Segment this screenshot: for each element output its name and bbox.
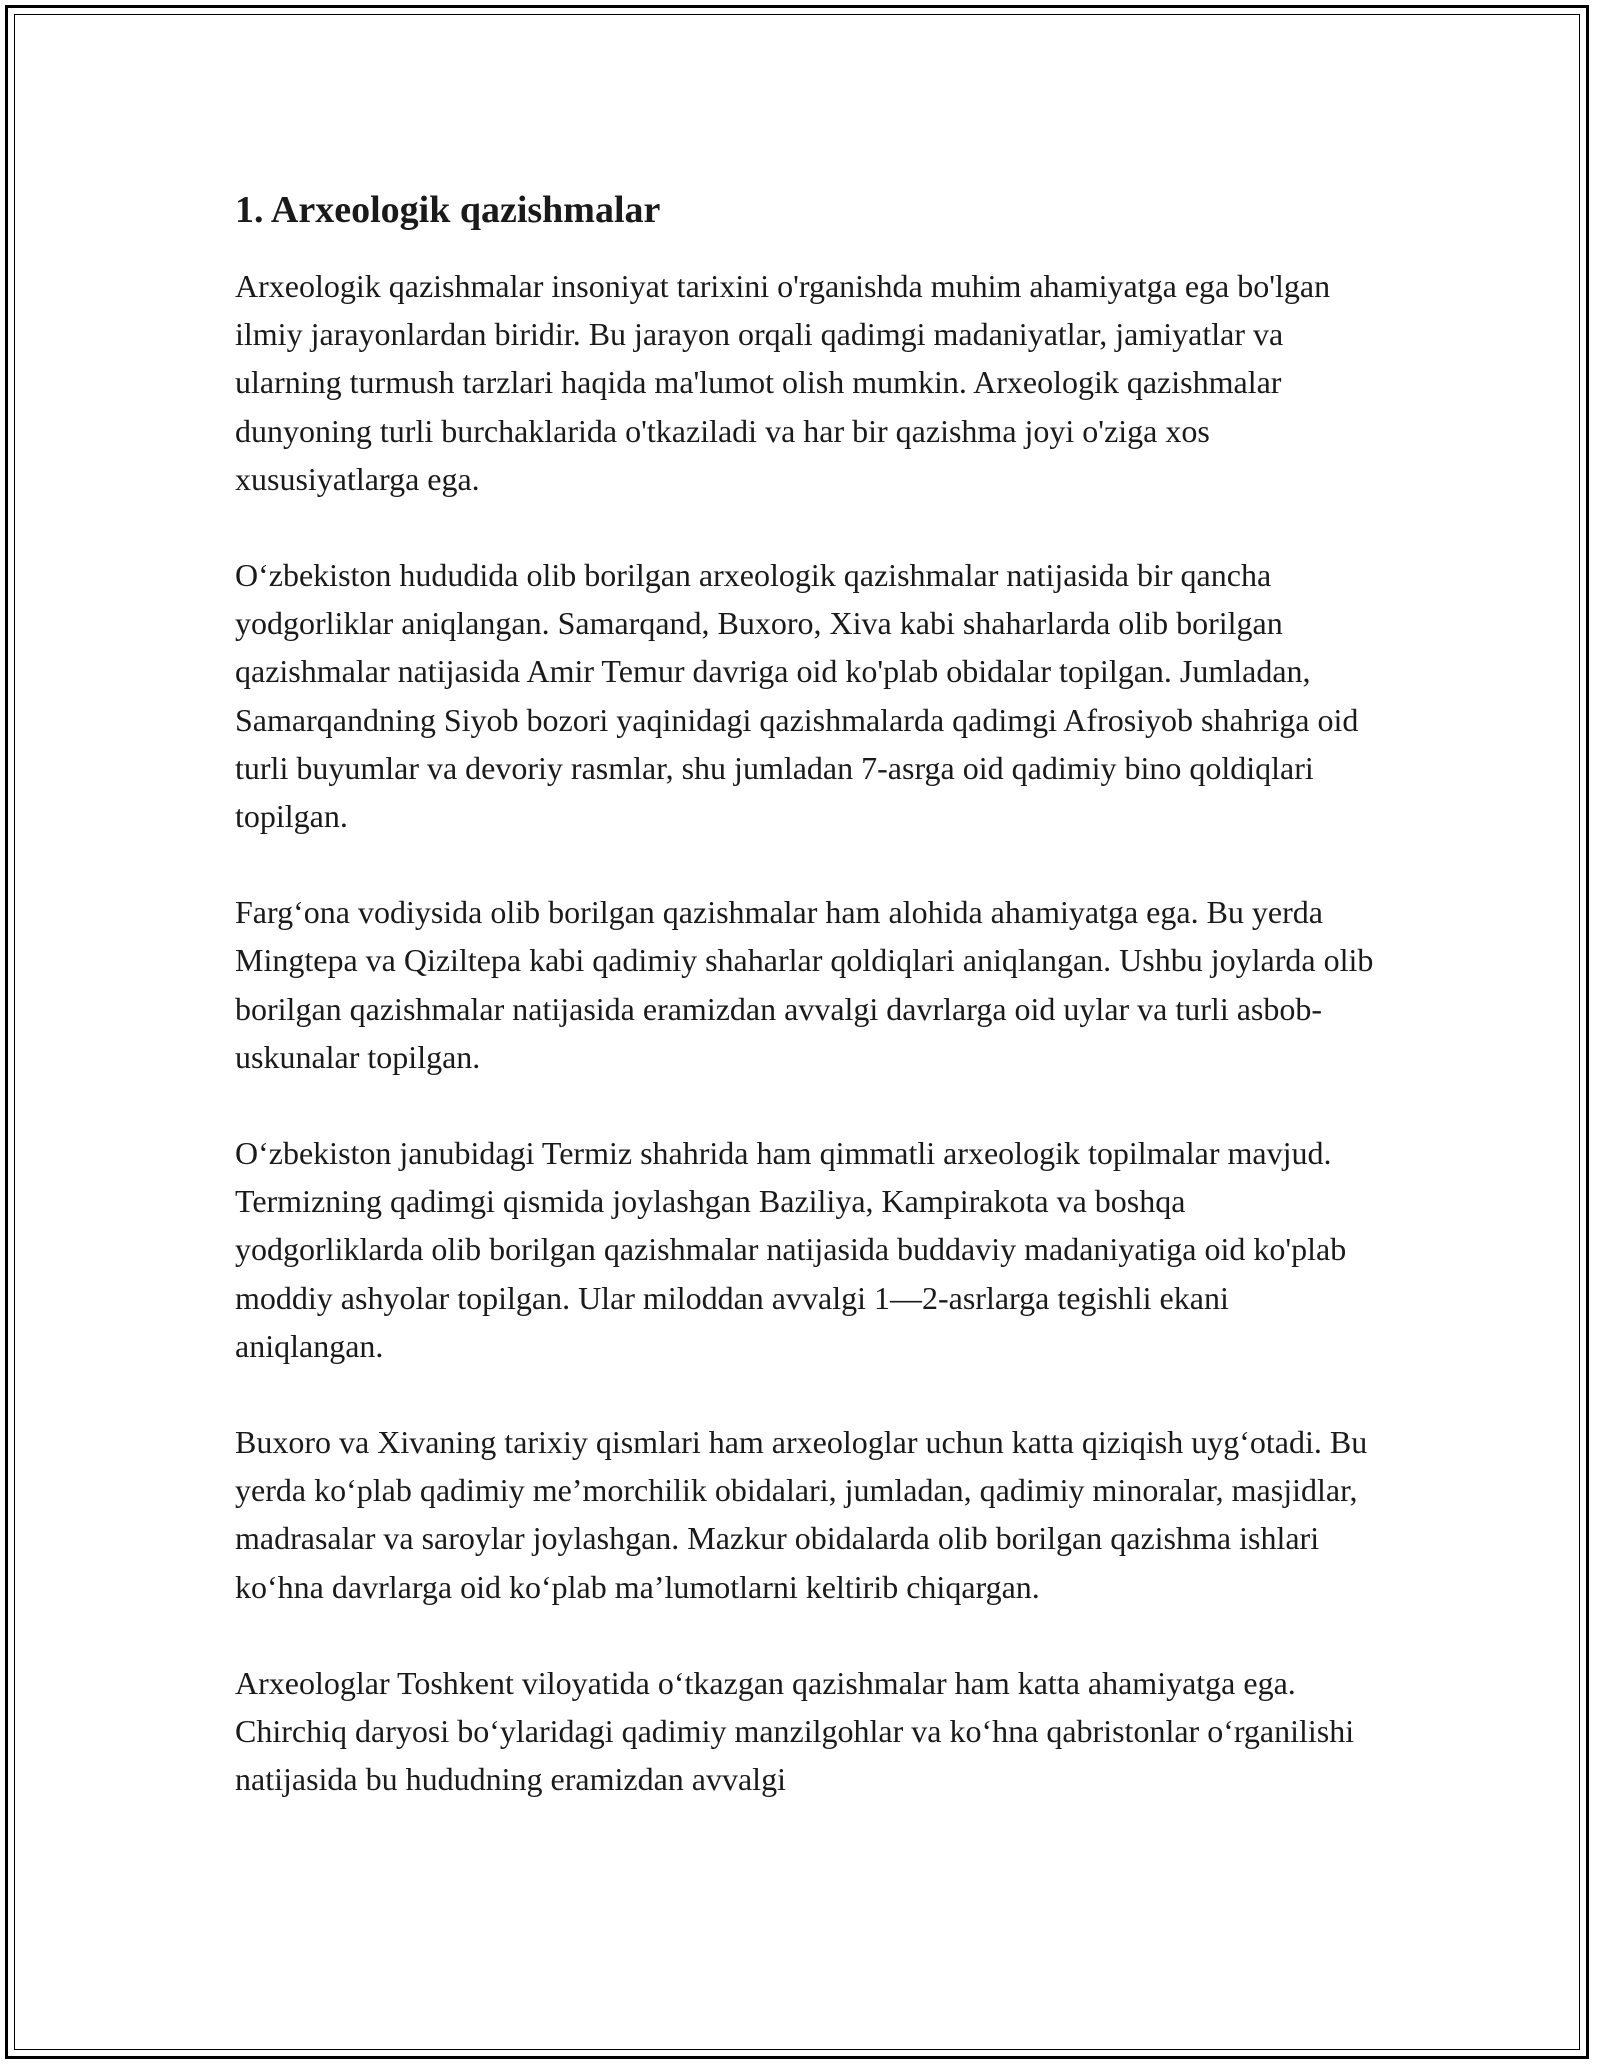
paragraph-termez: O‘zbekiston janubidagi Termiz shahrida ham qimmatli arxeologik topilmalar mavjud. Termizning qadimgi qismida joylashgan Baziliya, Kampirakota va boshqa yodgorliklarda olib borilgan qazishmalar natijasida buddaviy madaniyatiga oid ko'plab moddiy ashyolar topilgan. Ular miloddan avvalgi 1—2-asrlarga tegishli ekani aniqlangan. (235, 1135, 1347, 1364)
paragraph-fergana: Farg‘ona vodiysida olib borilgan qazishmalar ham alohida ahamiyatga ega. Bu yerda Mingtepa va Qiziltepa kabi qadimiy shaharlar qoldiqlari aniqlangan. Ushbu joylarda olib borilgan qazishmalar natijasida eramizdan avvalgi davrlarga oid uylar va turli asbob-uskunalar topilgan. (235, 894, 1374, 1075)
section-heading: 1. Arxeologik qazishmalar (235, 189, 661, 231)
document-body (235, 186, 1375, 1851)
paragraph-uzbekistan: O‘zbekiston hududida olib borilgan arxeologik qazishmalar natijasida bir qancha yodgorliklar aniqlangan. Samarqand, Buxoro, Xiva kabi shaharlarda olib borilgan qazishmalar natijasida Amir Temur davriga oid ko'plab obidalar topilgan. Jumladan, Samarqandning Siyob bozori yaqinidagi qazishmalarda qadimgi Afrosiyob shahriga oid turli buyumlar va devoriy rasmlar, shu jumladan 7-asrga oid qadimiy bino qoldiqlari topilgan. (235, 557, 1359, 835)
paragraph-tashkent: Arxeologlar Toshkent viloyatida o‘tkazgan qazishmalar ham katta ahamiyatga ega. Chirchiq daryosi bo‘ylaridagi qadimiy manzilgohlar va ko‘hna qabristonlar o‘rganilishi natijasida bu hududning eramizdan avvalgi (235, 1664, 1355, 1798)
paragraph-intro: Arxeologik qazishmalar insoniyat tarixini o'rganishda muhim ahamiyatga ega bo'lgan ilmiy jarayonlardan biridir. Bu jarayon orqali qadimgi madaniyatlar, jamiyatlar va ularning turmush tarzlari haqida ma'lumot olish mumkin. Arxeologik qazishmalar dunyoning turli burchaklarida o'tkaziladi va har bir qazishma joyi o'ziga xos xususiyatlarga ega. (235, 268, 1331, 497)
paragraph-bukhara-khiva: Buxoro va Xivaning tarixiy qismlari ham arxeologlar uchun katta qiziqish uyg‘otadi. Bu yerda ko‘plab qadimiy me’morchilik obidalari, jumladan, qadimiy minoralar, masjidlar, madrasalar va saroylar joylashgan. Mazkur obidalarda olib borilgan qazishma ishlari ko‘hna davrlarga oid ko‘plab ma’lumotlarni keltirib chiqargan. (235, 1424, 1368, 1605)
